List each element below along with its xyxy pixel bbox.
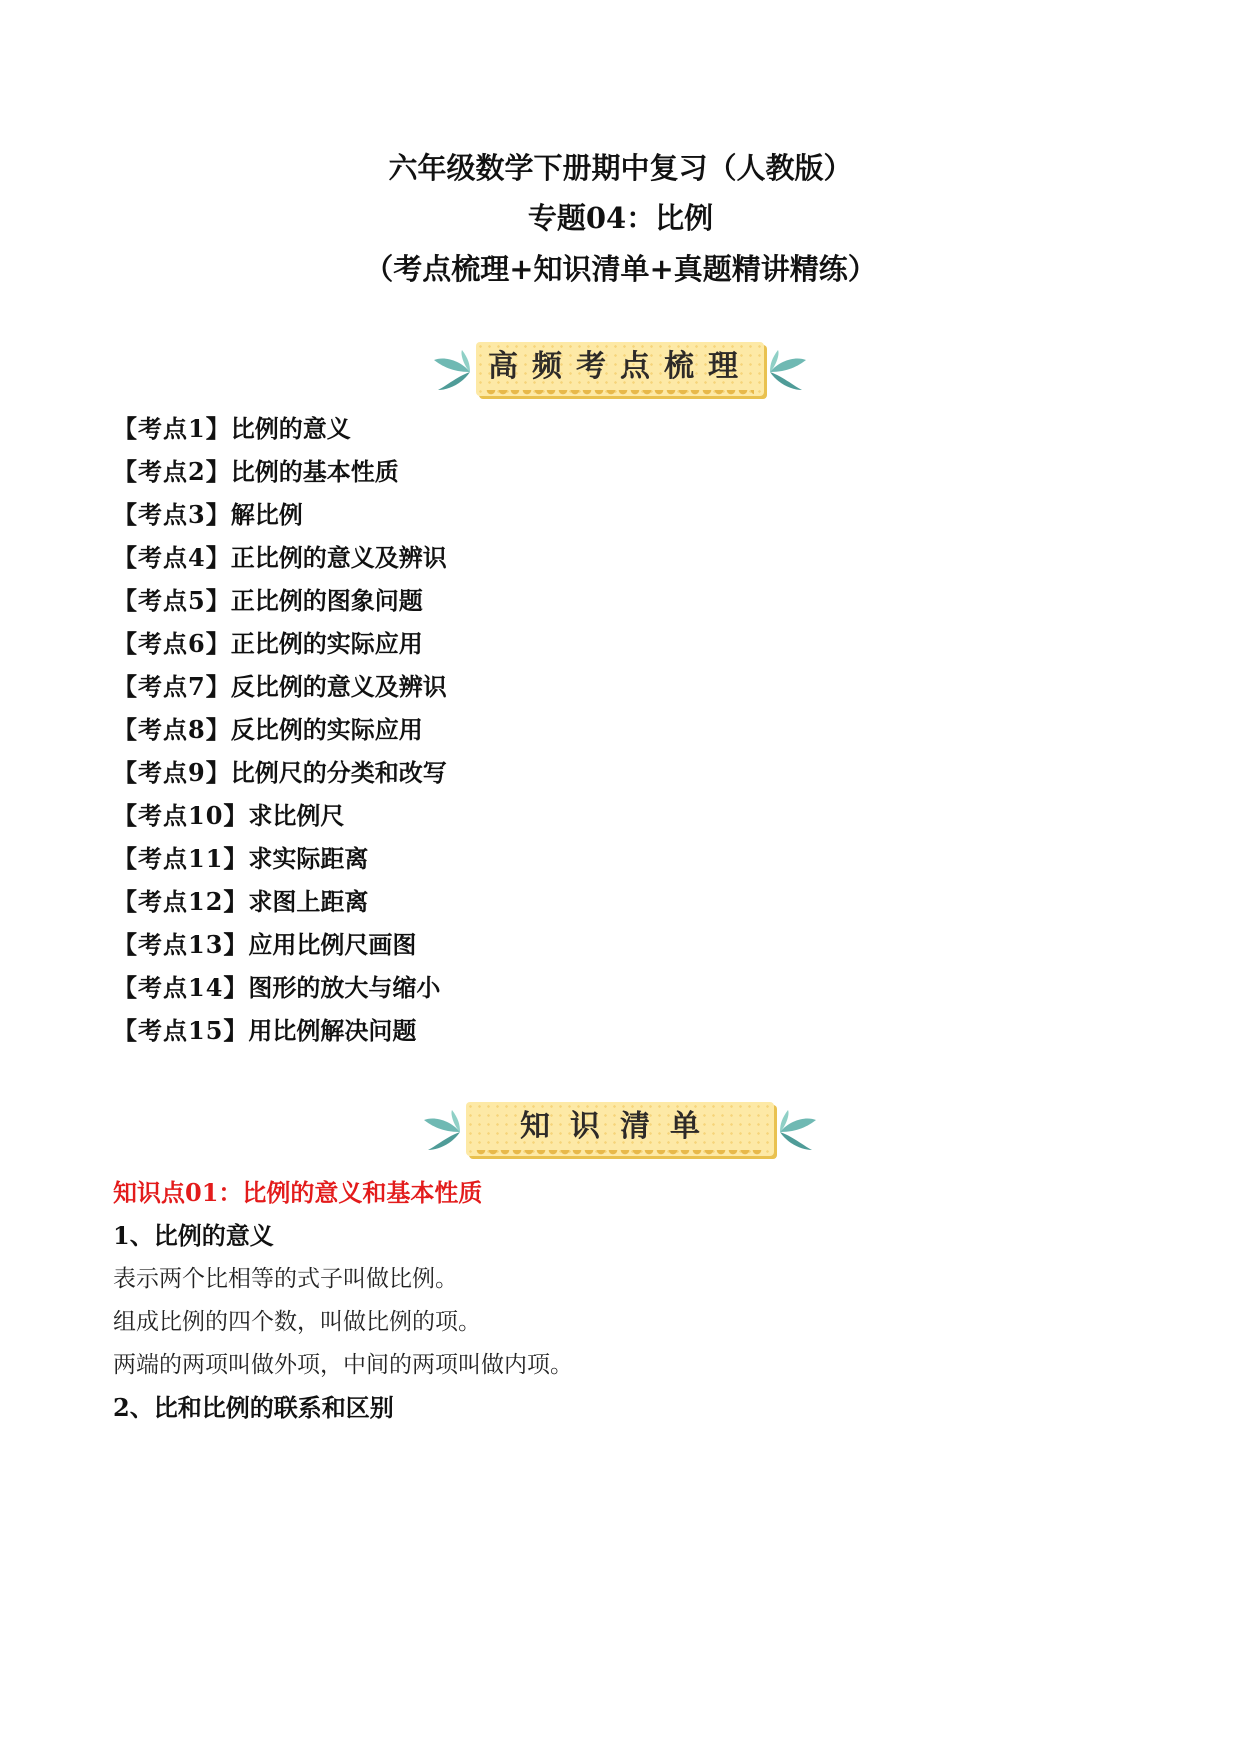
paragraph: 表示两个比相等的式子叫做比例。 <box>113 1266 458 1292</box>
left-leaf-icon <box>430 350 476 394</box>
topic-title: 专题04：比例 <box>527 201 714 235</box>
right-leaf-icon <box>774 1110 820 1154</box>
list-item: 【考点14】图形的放大与缩小 <box>113 973 441 1002</box>
list-item: 【考点4】正比例的意义及辨识 <box>113 543 447 572</box>
right-leaf-icon <box>764 350 810 394</box>
list-item: 【考点10】求比例尺 <box>113 801 345 830</box>
banner-knowledge-text: 知识清单 <box>520 1109 720 1144</box>
list-item: 【考点15】用比例解决问题 <box>113 1016 417 1045</box>
knowledge-point-title: 知识点01：比例的意义和基本性质 <box>113 1178 483 1207</box>
paragraph: 两端的两项叫做外项，中间的两项叫做内项。 <box>113 1352 573 1378</box>
section-heading: 1、比例的意义 <box>113 1221 274 1250</box>
banner-board <box>466 1102 774 1156</box>
topic-subtitle: （考点梳理+知识清单+真题精讲精练） <box>364 252 877 286</box>
list-item: 【考点12】求图上距离 <box>113 887 369 916</box>
banner-board <box>476 342 764 396</box>
list-item: 【考点3】解比例 <box>113 500 303 529</box>
section-heading: 2、比和比例的联系和区别 <box>113 1393 394 1422</box>
list-item: 【考点1】比例的意义 <box>113 414 351 443</box>
list-item: 【考点9】比例尺的分类和改写 <box>113 758 447 787</box>
list-item: 【考点13】应用比例尺画图 <box>113 930 417 959</box>
list-item: 【考点5】正比例的图象问题 <box>113 586 423 615</box>
document-title: 六年级数学下册期中复习（人教版） <box>388 151 853 185</box>
banner-topics-text: 高频考点梳理 <box>488 349 752 384</box>
list-item: 【考点2】比例的基本性质 <box>113 457 399 486</box>
banner-topics <box>430 338 810 406</box>
paragraph: 组成比例的四个数，叫做比例的项。 <box>113 1309 481 1335</box>
banner-knowledge <box>420 1098 820 1166</box>
list-item: 【考点8】反比例的实际应用 <box>113 715 423 744</box>
list-item: 【考点6】正比例的实际应用 <box>113 629 423 658</box>
left-leaf-icon <box>420 1110 466 1154</box>
list-item: 【考点11】求实际距离 <box>113 844 369 873</box>
list-item: 【考点7】反比例的意义及辨识 <box>113 672 447 701</box>
